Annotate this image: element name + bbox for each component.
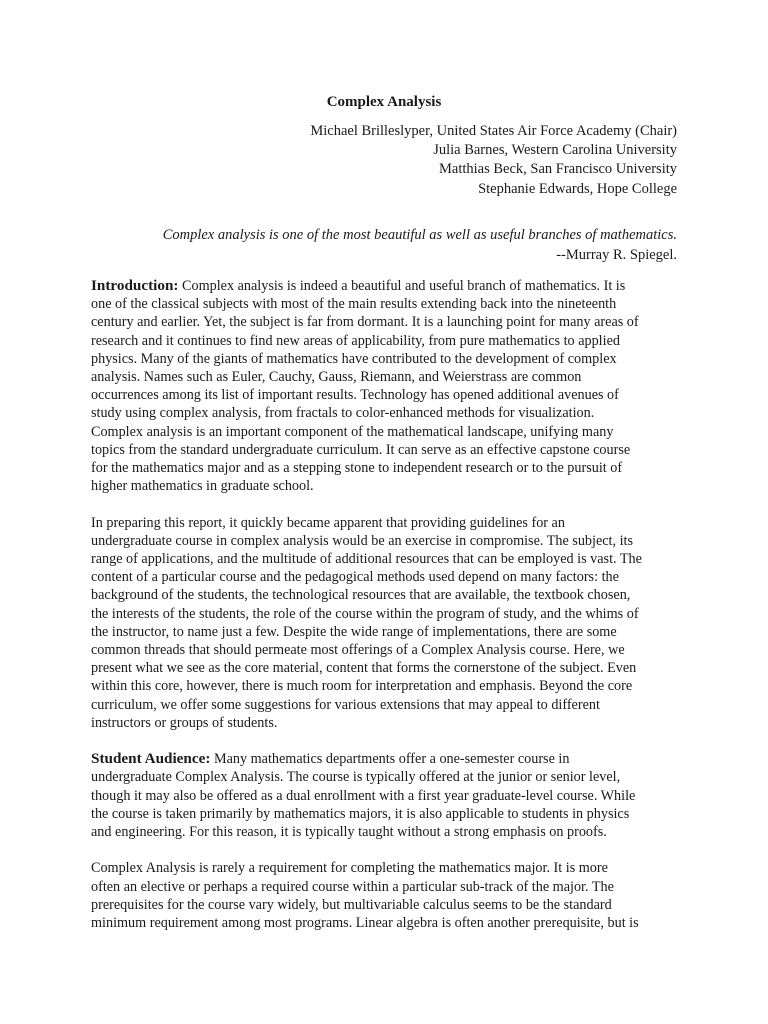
requirement-paragraph <box>91 859 681 932</box>
paragraph-line: common threads that should permeate most offerings of a Complex Analysis course. Here, we <box>91 642 625 659</box>
paragraph-line: the instructor, to name just a few. Despite the wide range of implementations, there are some <box>91 623 617 640</box>
epigraph-text: Complex analysis is one of the most beautiful as well as useful branches of mathematics. <box>162 227 677 243</box>
author-list <box>310 122 677 199</box>
paragraph-line: within this core, however, there is much room for interpretation and emphasis. Beyond the core <box>91 678 633 695</box>
paragraph-line: higher mathematics in graduate school. <box>91 478 314 495</box>
paragraph-line: occurrences among its list of important results. Technology has opened additional avenues of <box>91 387 619 404</box>
document-body <box>91 277 681 950</box>
preparing-paragraph <box>91 514 681 732</box>
author-line: Stephanie Edwards, Hope College <box>478 180 677 197</box>
paragraph-line: and engineering. For this reason, it is typically taught without a strong emphasis on proofs. <box>91 824 607 841</box>
introduction-heading: Introduction: <box>91 277 179 294</box>
paragraph-line: Complex analysis is indeed a beautiful and useful branch of mathematics. It is <box>178 278 626 294</box>
paragraph-line: curriculum, we offer some suggestions for various extensions that may appeal to different <box>91 696 600 713</box>
paragraph-line: In preparing this report, it quickly became apparent that providing guidelines for an <box>91 514 565 531</box>
author-line: Matthias Beck, San Francisco University <box>439 161 677 178</box>
paragraph-line: undergraduate Complex Analysis. The course is typically offered at the junior or senior level, <box>91 769 621 786</box>
paragraph-line: often an elective or perhaps a required course within a particular sub-track of the major. The <box>91 878 614 895</box>
paragraph-line: Many mathematics departments offer a one-semester course in <box>210 751 570 768</box>
paragraph-line: range of applications, and the multitude of additional resources that can be employed is vast. The <box>91 551 642 568</box>
paragraph-line: undergraduate course in complex analysis would be an exercise in compromise. The subject, its <box>91 532 633 549</box>
paragraph-line: physics. Many of the giants of mathematics have contributed to the development of complex <box>91 350 617 367</box>
student-audience-heading: Student Audience: <box>91 750 211 768</box>
introduction-paragraph <box>91 277 681 495</box>
paragraph-line: study using complex analysis, from fractals to color-enhanced methods for visualization. <box>91 405 595 422</box>
paragraph-line: present what we see as the core material, content that forms the cornerstone of the subject. Even <box>91 660 637 677</box>
paragraph-line: the course is taken primarily by mathematics majors, it is also applicable to students in physics <box>91 805 630 822</box>
paragraph-line: Complex Analysis is rarely a requirement for completing the mathematics major. It is more <box>91 860 608 877</box>
paragraph-line: Complex analysis is an important component of the mathematical landscape, unifying many <box>91 423 614 440</box>
student-audience-paragraph <box>91 750 681 841</box>
paragraph-line: one of the classical subjects with most of the main results extending back into the nineteenth <box>91 296 617 313</box>
paragraph-line: for the mathematics major and as a stepping stone to independent research or to the pursuit of <box>91 460 623 477</box>
paragraph-line: century and earlier. Yet, the subject is far from dormant. It is a launching point for many areas of <box>91 314 639 331</box>
paragraph-line: background of the students, the technological resources that are available, the textbook chosen, <box>91 587 631 604</box>
document-title: Complex Analysis <box>326 94 442 110</box>
author-line: Michael Brilleslyper, United States Air Force Academy (Chair) <box>310 123 677 139</box>
paragraph-line: analysis. Names such as Euler, Cauchy, Gauss, Riemann, and Weierstrass are common <box>91 369 582 386</box>
paragraph-line: research and it continues to find new areas of applicability, from pure mathematics to applied <box>91 332 620 349</box>
author-line: Julia Barnes, Western Carolina University <box>433 142 677 159</box>
paragraph-line: instructors or groups of students. <box>91 714 278 731</box>
epigraph <box>163 226 677 265</box>
paragraph-line: content of a particular course and the pedagogical methods used depend on many factors: the <box>91 569 619 586</box>
paragraph-line: prerequisites for the course vary widely, but multivariable calculus seems to be the standard <box>91 896 612 913</box>
paragraph-line: topics from the standard undergraduate curriculum. It can serve as an effective capstone course <box>91 441 631 458</box>
epigraph-attribution: --Murray R. Spiegel. <box>556 246 677 263</box>
paragraph-line: minimum requirement among most programs. Linear algebra is often another prerequisite, but is <box>91 915 639 932</box>
paragraph-line: the interests of the students, the role of the course within the program of study, and the whims of <box>91 605 639 622</box>
paragraph-line: though it may also be offered as a dual enrollment with a first year graduate-level course. While <box>91 787 636 804</box>
